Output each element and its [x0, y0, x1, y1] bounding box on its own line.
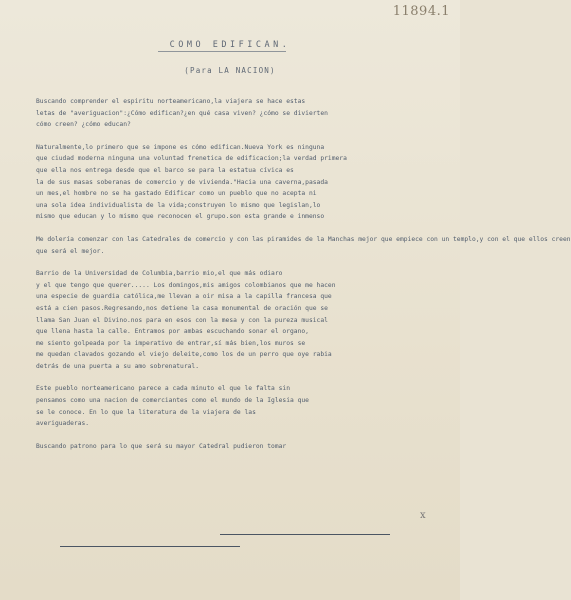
text-line: Me dolería comenzar con las Catedrales de comercio y con las piramides de la Manchas mejor que empiece con un templo,y con el que ellos creen: [36, 235, 571, 243]
text-line: una sola idea individualista de la vida;construyen lo mismo que legislan,lo: [36, 201, 321, 209]
text-line: llama San Juan el Divino.nos para en esos con la mesa y con la pureza musical: [36, 316, 328, 324]
strikethrough-line: [60, 546, 240, 547]
text-line: Buscando patrono para lo que será su mayor Catedral pudieron tomar: [36, 442, 287, 450]
text-line: la de sus masas soberanas de comercio y de vivienda."Hacia una caverna,pasada: [36, 178, 328, 186]
text-line: cómo creen? ¿cómo educan?: [36, 121, 131, 129]
text-line: un mes,el hombre no se ha gastado Edificar como un pueblo que no acepta ni: [36, 190, 317, 198]
paragraph-gap: [36, 257, 436, 268]
text-line: detrás de una puerta a su amo sobrenatural.: [36, 362, 200, 370]
document-subtitle: (Para LA NACION): [184, 66, 276, 75]
text-line: Buscando comprender el espiritu norteamericano,la viajera se hace estas: [36, 98, 306, 105]
strikethrough-line: [220, 534, 390, 535]
text-line: Barrio de la Universidad de Columbia,barrio mio,el que más odiaro: [36, 270, 283, 278]
paragraph-gap: [36, 131, 436, 142]
text-line: letas de "averiguacion":¿Cómo edifican?¿en qué casa viven? ¿cómo se divierten: [36, 109, 328, 117]
margin-x-mark: x: [420, 510, 426, 521]
text-line: mismo que educan y lo mismo que reconocen el grupo.son esta grande e inmenso: [36, 213, 325, 221]
archive-number: 11894.1: [392, 4, 450, 19]
text-line: que ella nos entrega desde que el barco se para la estatua cívica es: [36, 166, 294, 174]
text-line: que será el mejor.: [36, 247, 105, 255]
text-line: Naturalmente,lo primero que se impone es cómo edifican.Nueva York es ninguna: [36, 143, 325, 151]
text-line: una especie de guardia católica,me llevan a oir misa a la capilla francesa que: [36, 293, 332, 301]
document-title: COMO EDIFICAN.: [169, 40, 291, 50]
text-line: está a cien pasos.Regresando,nos detiene la casa monumental de oración que se: [36, 304, 328, 312]
text-line: se le conoce. En lo que la literatura de la viajera de las: [36, 408, 256, 416]
paragraph-gap: [36, 372, 436, 383]
text-line: que ciudad moderna ninguna una voluntad frenetica de edificacion;la verdad primera: [36, 155, 347, 163]
text-line: pensamos como una nacion de comerciantes como el mundo de la Iglesia que: [36, 397, 309, 405]
text-line: que llena hasta la calle. Entramos por ambas escuchando sonar el organo,: [36, 328, 309, 336]
document-body: [36, 96, 571, 452]
text-line: averiguaderas.: [36, 420, 90, 428]
text-line: me siento golpeada por la imperativo de entrar,sí más bien,los muros se: [36, 339, 306, 347]
paragraph-gap: [36, 430, 436, 441]
paragraph-gap: [36, 223, 436, 234]
text-line: me quedan clavados gozando el viejo deleite,como los de un perro que oye rabia: [36, 351, 332, 359]
text-line: y el que tengo que querer..... Los domingos,mis amigos colombianos que me hacen: [36, 281, 336, 289]
text-line: Este pueblo norteamericano parece a cada minuto el que le falta sin: [36, 385, 291, 393]
title-underline: [158, 51, 286, 52]
